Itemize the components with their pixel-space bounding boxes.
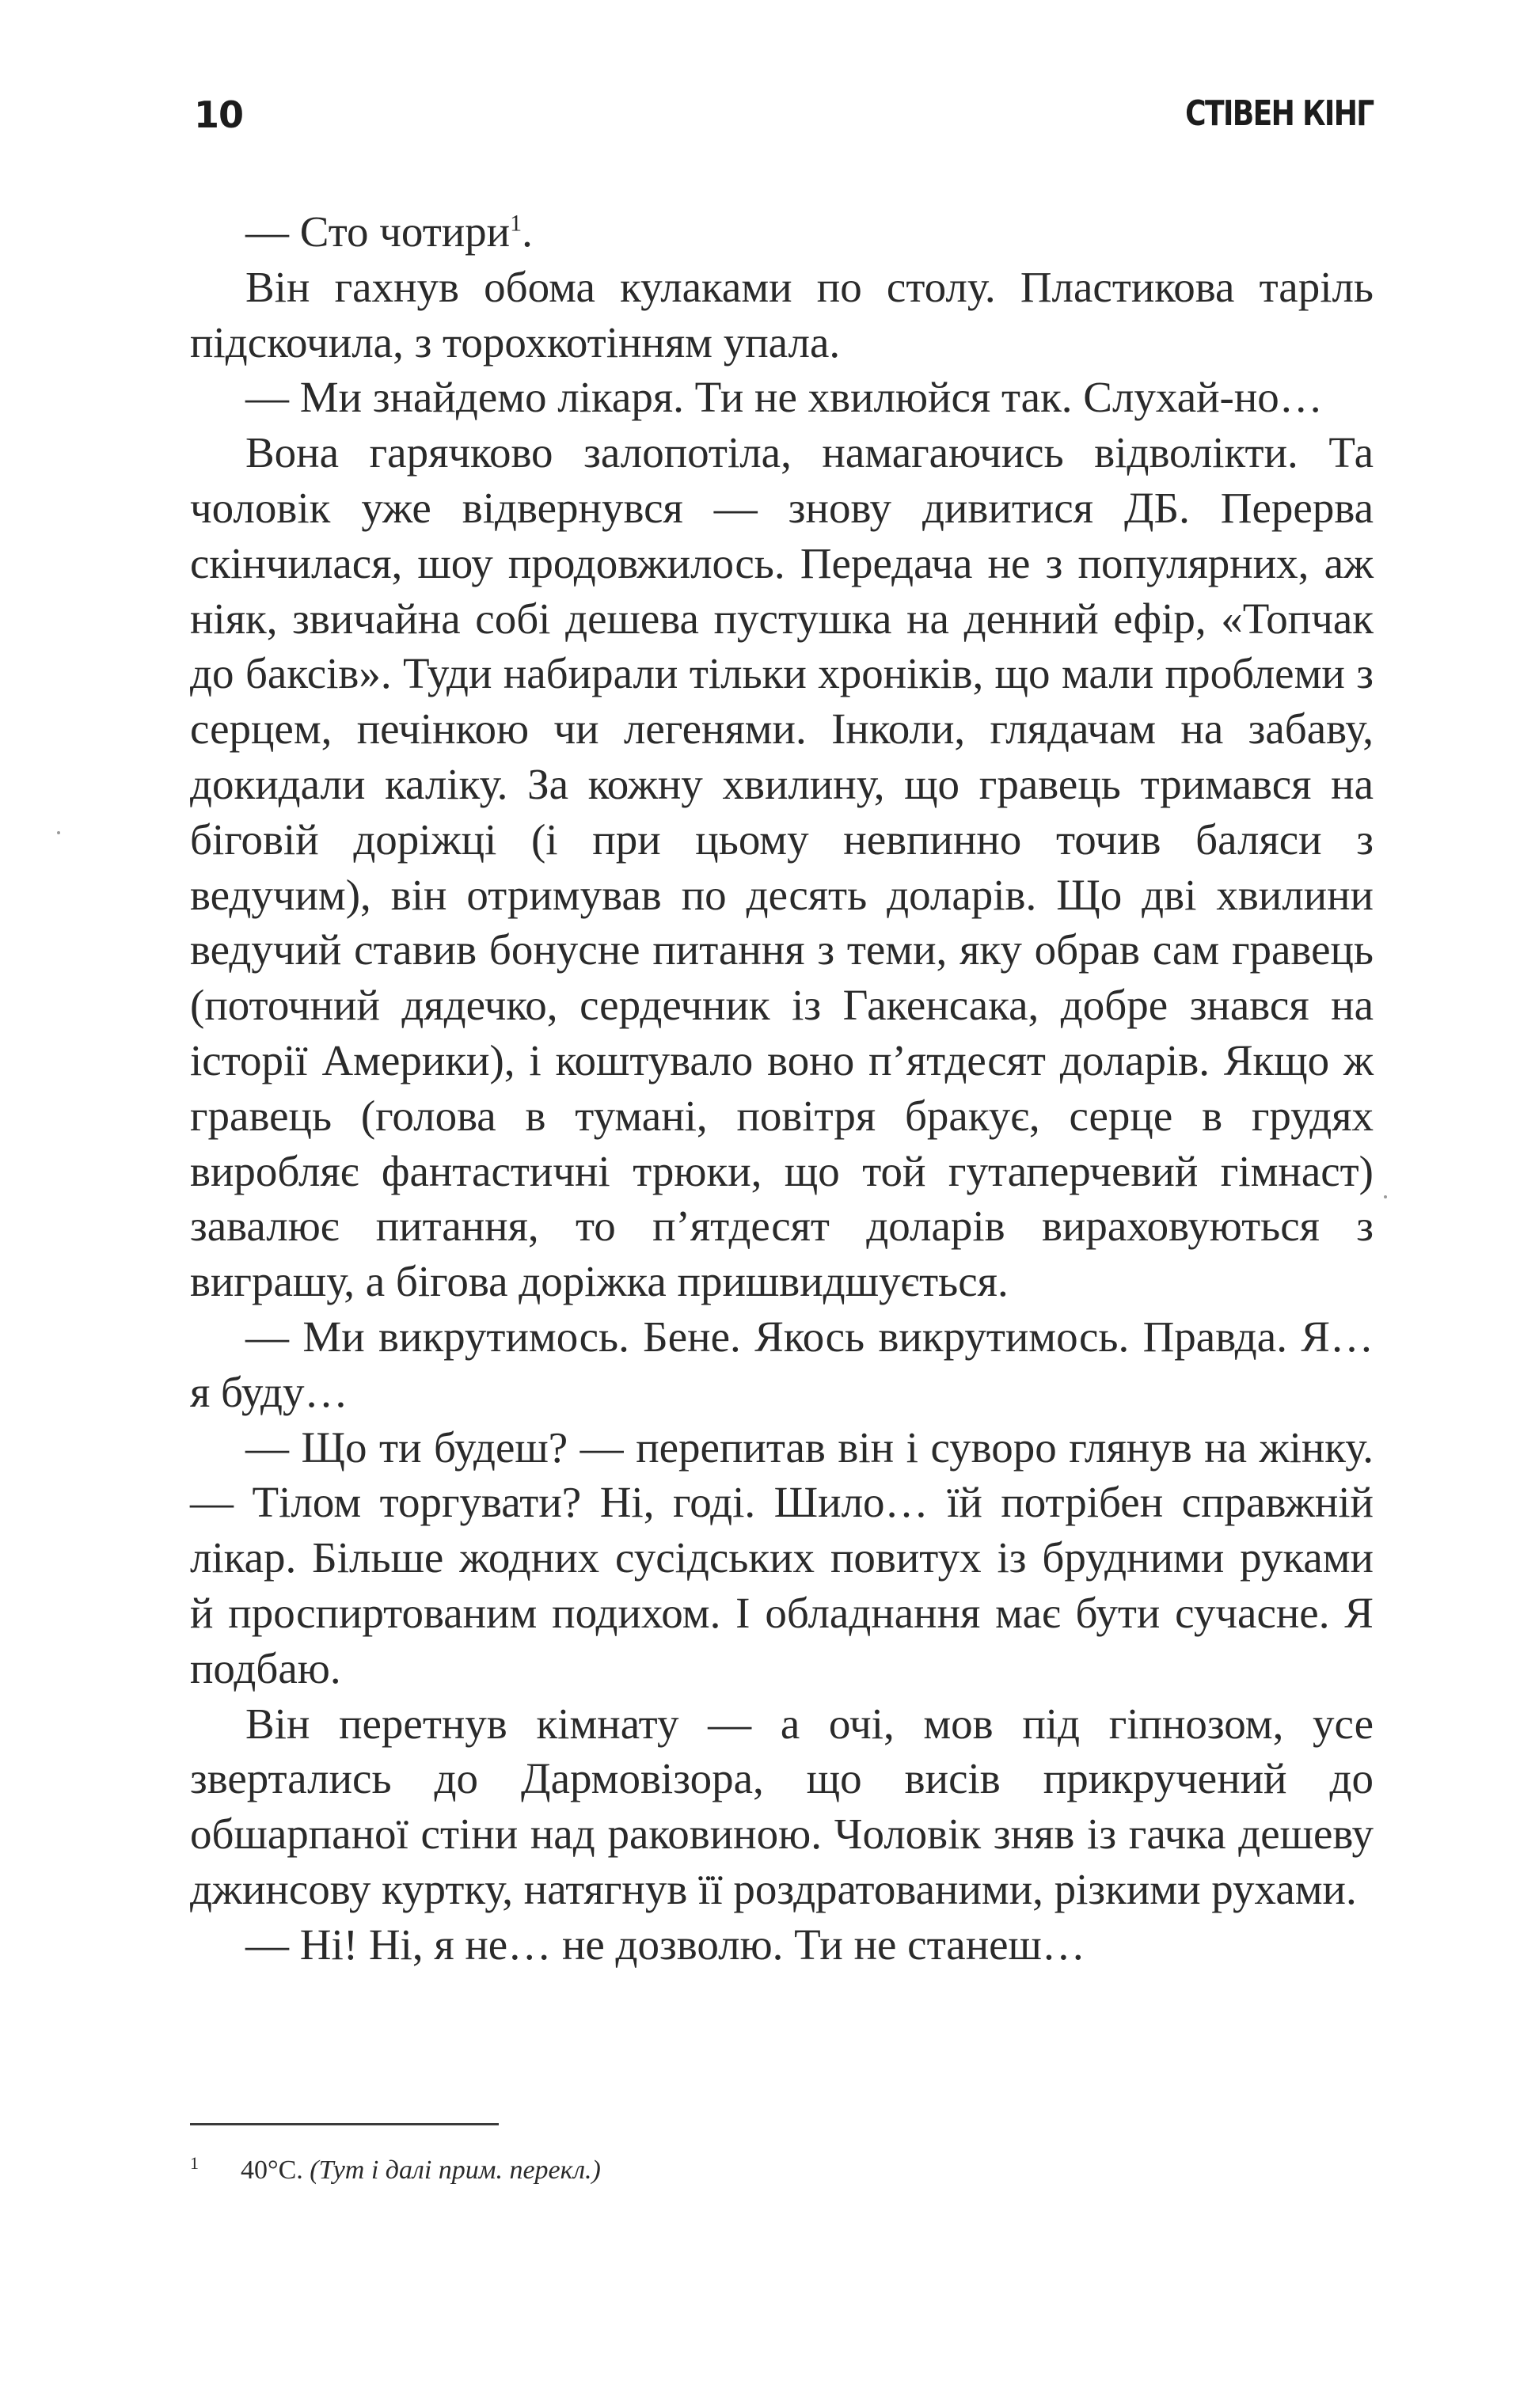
paragraph-text: — Сто чотири	[245, 207, 511, 256]
paragraph	[190, 204, 1374, 260]
scan-speck	[1384, 1195, 1387, 1198]
footnote-divider	[190, 2123, 499, 2125]
paragraph: — Ми знайдемо лікаря. Ти не хвилюйся так. Слухай-но…	[245, 373, 1323, 422]
running-head	[194, 93, 1374, 149]
author-name: СТІВЕН КІНГ	[1185, 93, 1374, 134]
footnote: 1 40°С. (Тут і далі прим. перекл.)	[190, 2152, 601, 2185]
footnote-text: 40°С.	[241, 2155, 310, 2185]
paragraph: — Ми викрутимось. Бене. Якось викрутимось. Правда. Я… я буду…	[190, 1312, 1374, 1416]
scan-speck	[57, 831, 60, 834]
paragraph: Він перетнув кімнату — а очі, мов під гіпнозом, усе звертались до Дармовізора, що висів прикручений до обшарпаної стіни над раковиною. Чоловік зняв із гачка дешеву джинсову куртку, натягнув її роздратованими, різкими рухами.	[190, 1699, 1374, 1913]
paragraph-punctuation: .	[522, 207, 533, 256]
paragraph: — Ні! Ні, я не… не дозволю. Ти не станеш…	[245, 1920, 1085, 1969]
footnote-reference: 1	[510, 210, 522, 237]
footnote-note: (Тут і далі прим. перекл.)	[310, 2155, 601, 2185]
paragraph: Він гахнув обома кулаками по столу. Пластикова таріль підскочила, з торохкотінням упала.	[190, 262, 1374, 367]
body-text	[190, 204, 1374, 1973]
page-number: 10	[194, 93, 244, 136]
paragraph: — Що ти будеш? — перепитав він і суворо глянув на жінку. — Тілом торгувати? Ні, годі. Шило… їй потрібен справжній лікар. Більше жодних сусідських повитух із брудними руками й проспиртованим подихом. І обладнання має бути сучасне. Я подбаю.	[190, 1422, 1374, 1692]
paragraph: Вона гарячково залопотіла, намагаючись відволікти. Та чоловік уже відвернувся — знову дивитися ДБ. Перерва скінчилася, шоу продовжилось. Передача не з популярних, аж ніяк, звичайна собі дешева пустушка на денний ефір, «Топчак до баксів». Туди набирали тільки хроніків, що мали проблеми з серцем, печінкою чи легенями. Інколи, глядачам на забаву, докидали каліку. За кожну хвилину, що гравець тримався на біговій доріжці (і при цьому невпинно точив баляси з ведучим), він отримував по десять доларів. Що дві хвилини ведучий ставив бонусне питання з теми, яку обрав сам гравець (поточний дядечко, сердечник із Гакенсака, добре знався на історії Америки), і коштувало воно п’ятдесят доларів. Якщо ж гравець (голова в тумані, повітря бракує, серце в грудях виробляє фантастичні трюки, що той гутаперчевий гімнаст) завалює питання, то п’ятдесят доларів вираховуються з виграшу, а бігова доріжка пришвидшується.	[190, 428, 1374, 1306]
